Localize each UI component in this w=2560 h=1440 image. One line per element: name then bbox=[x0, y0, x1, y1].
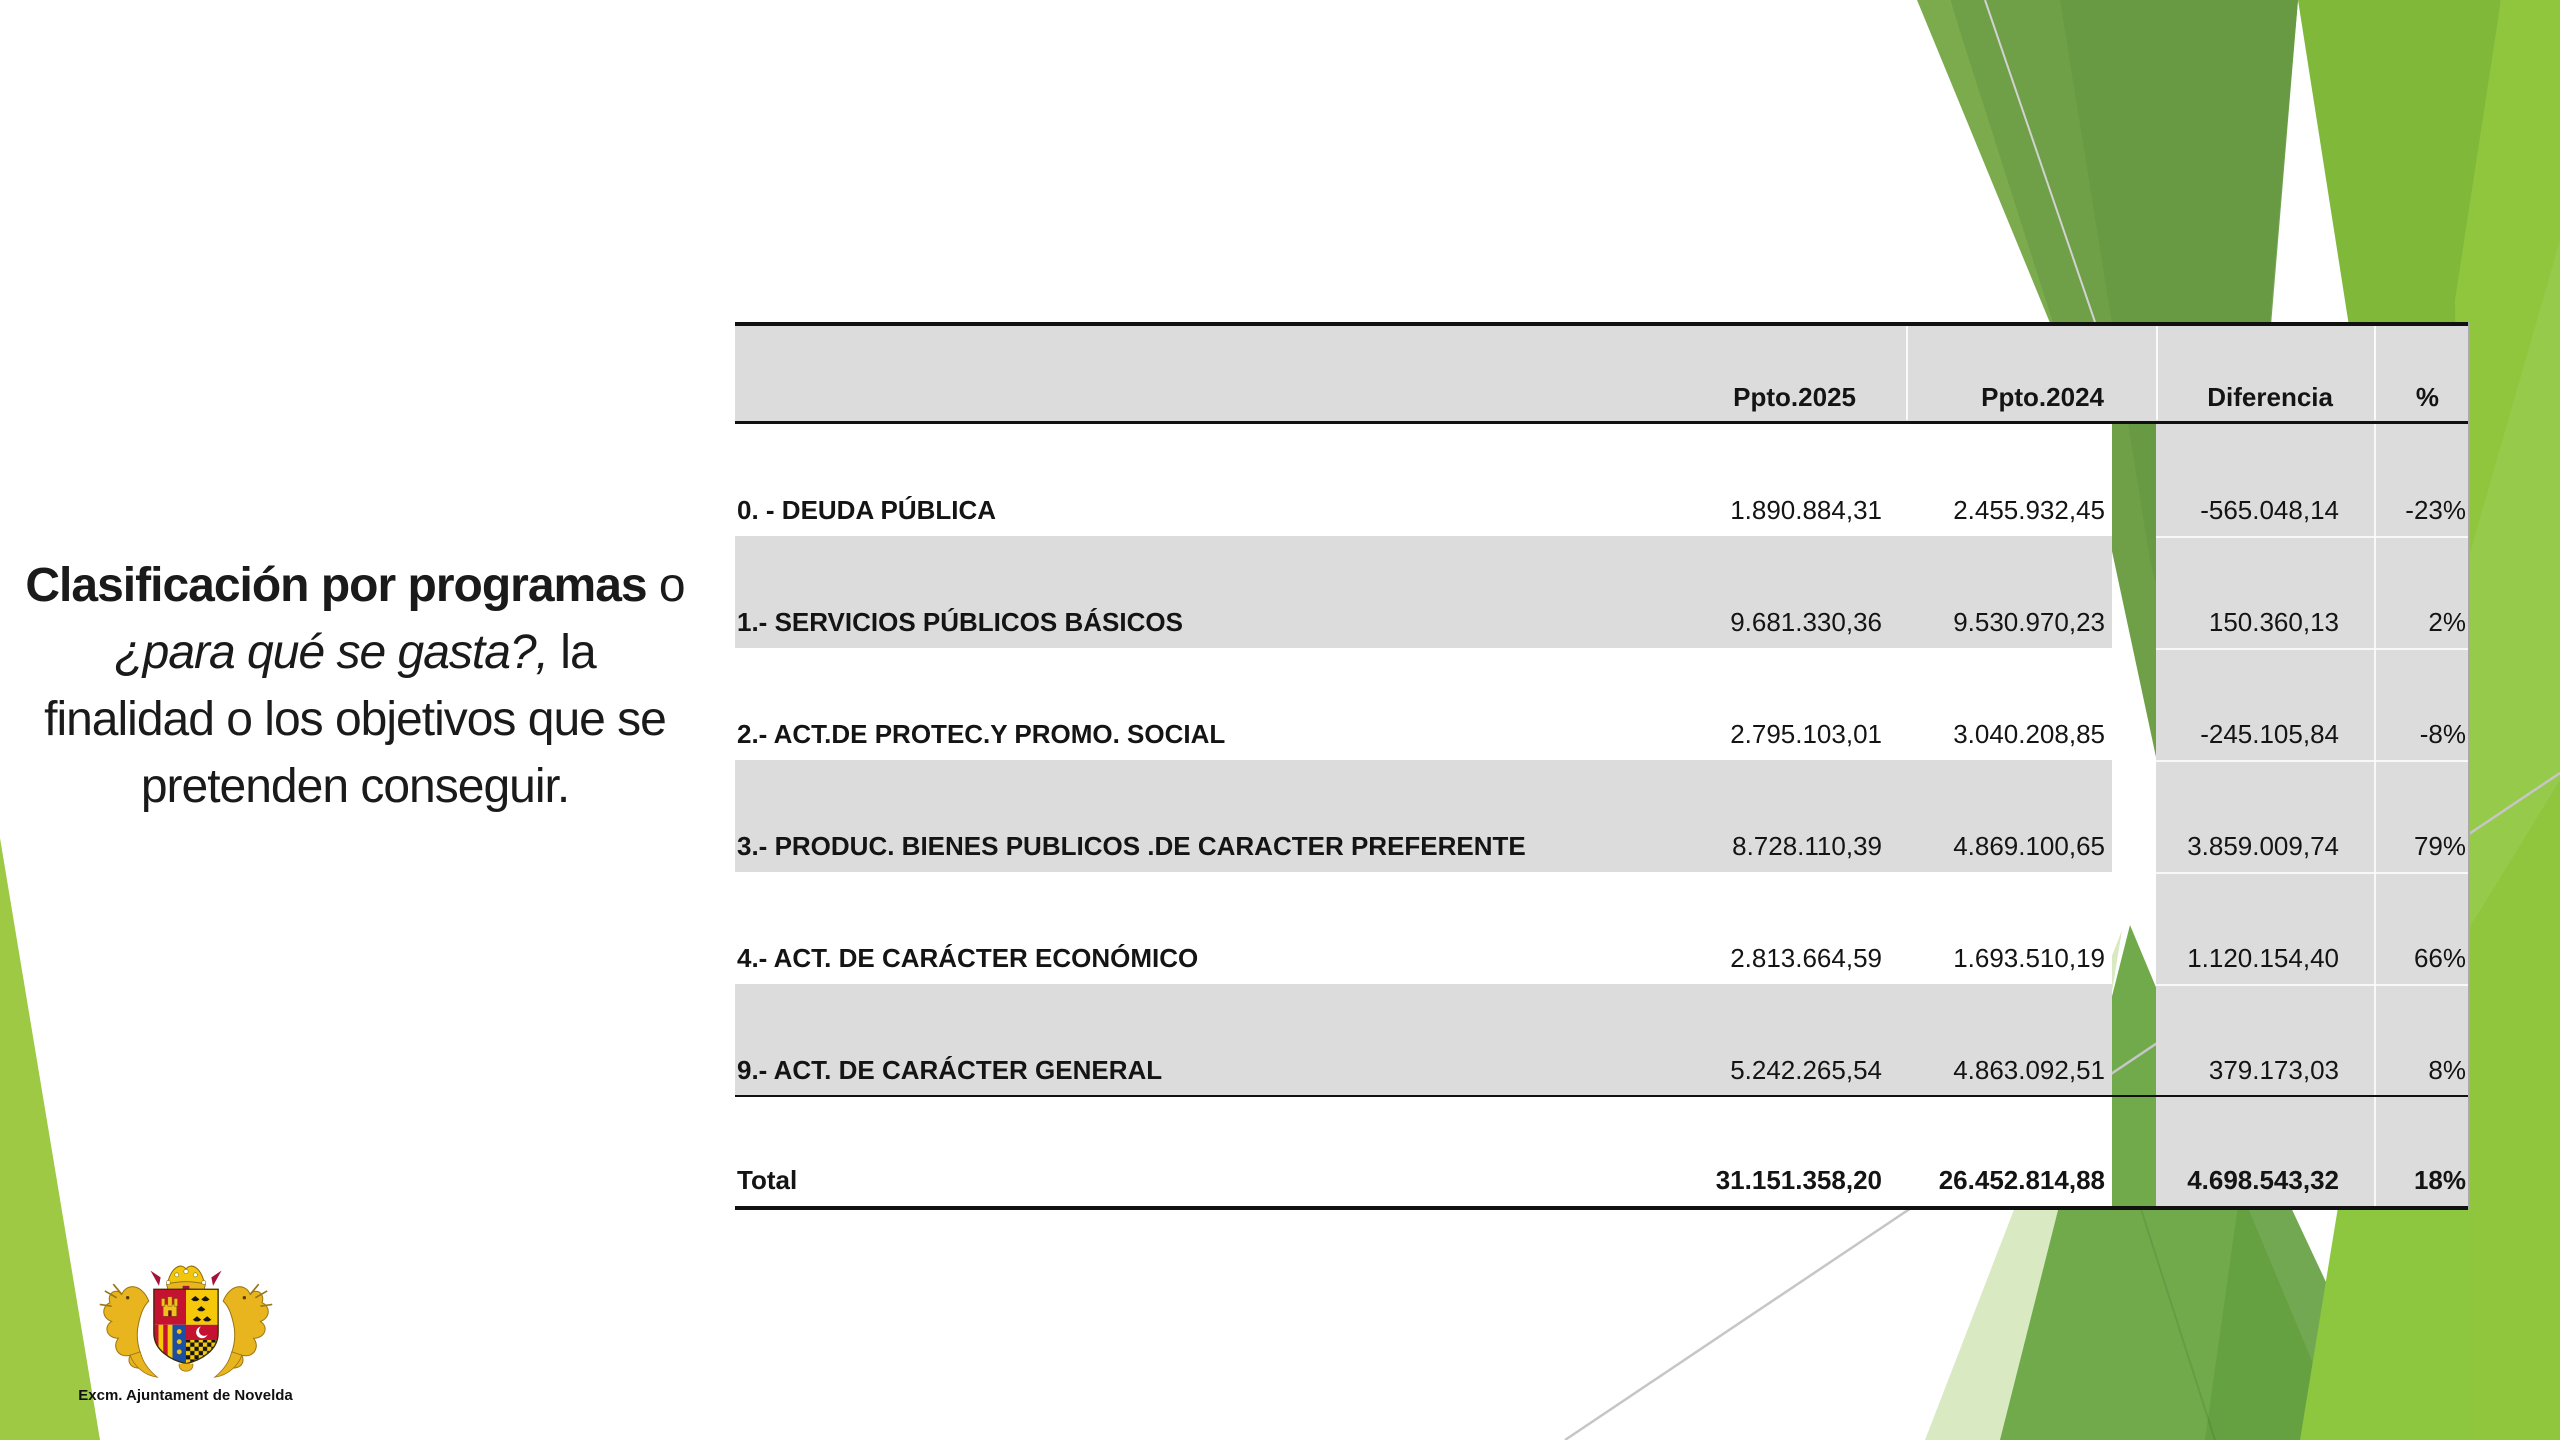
row-gap bbox=[2112, 974, 2156, 980]
total-rule bbox=[735, 1206, 2470, 1210]
table-row bbox=[735, 1046, 2470, 1092]
row-value: 5.242.265,54 bbox=[1730, 1055, 1882, 1085]
table-right-edge bbox=[2468, 322, 2470, 1210]
cell-hairline bbox=[2156, 872, 2470, 874]
row-value: 2.455.932,45 bbox=[1953, 495, 2105, 525]
cell-hairline bbox=[2156, 648, 2470, 650]
row-value: -8% bbox=[2419, 719, 2466, 749]
row-label: 9.- ACT. DE CARÁCTER GENERAL bbox=[737, 1055, 1163, 1085]
row-value: 2.795.103,01 bbox=[1730, 719, 1882, 749]
title-segment: Clasificación por programas bbox=[25, 559, 647, 612]
row-value: 8% bbox=[2428, 1055, 2466, 1085]
row-value: 2% bbox=[2428, 607, 2466, 637]
table-row bbox=[735, 598, 2470, 644]
novelda-coat-of-arms bbox=[78, 1252, 293, 1404]
row-value: 4.698.543,32 bbox=[2187, 1165, 2339, 1195]
row-value: 1.120.154,40 bbox=[2187, 943, 2339, 973]
crown-icon bbox=[150, 1266, 221, 1291]
row-value: 4.869.100,65 bbox=[1953, 831, 2105, 861]
cell-hairline bbox=[2156, 760, 2470, 762]
title-segment: o bbox=[646, 559, 685, 612]
slide-title bbox=[25, 552, 685, 820]
subtotal-rule bbox=[735, 1095, 2470, 1097]
row-value: 26.452.814,88 bbox=[1938, 1165, 2105, 1195]
row-value: 79% bbox=[2413, 831, 2466, 861]
row-gap bbox=[2112, 1086, 2156, 1092]
row-gap bbox=[2112, 750, 2156, 756]
row-value: 66% bbox=[2413, 943, 2466, 973]
title-segment: la finalidad o los objetivos que se pretenden conseguir. bbox=[44, 626, 666, 813]
dragon-right-icon bbox=[214, 1284, 271, 1377]
row-value: 150.360,13 bbox=[2208, 607, 2339, 637]
row-label: 2.- ACT.DE PROTEC.Y PROMO. SOCIAL bbox=[737, 719, 1226, 749]
row-label: Total bbox=[737, 1165, 798, 1195]
table-row-total bbox=[735, 1156, 2470, 1202]
row-value: -565.048,14 bbox=[2200, 495, 2339, 525]
row-value: -245.105,84 bbox=[2200, 719, 2339, 749]
cell-hairline bbox=[2156, 984, 2470, 986]
row-value: 379.173,03 bbox=[2208, 1055, 2339, 1085]
header-cell-ppto2024: Ppto.2024 bbox=[1981, 382, 2104, 412]
dragon-left-icon bbox=[99, 1284, 156, 1377]
title-segment: ¿para qué se gasta?, bbox=[114, 626, 548, 679]
header-cell-gap bbox=[2112, 413, 2156, 421]
row-gap bbox=[2112, 526, 2156, 532]
row-value: 3.040.208,85 bbox=[1953, 719, 2105, 749]
row-value: 3.859.009,74 bbox=[2187, 831, 2339, 861]
table-row bbox=[735, 934, 2470, 980]
shield-icon bbox=[153, 1289, 217, 1367]
budget-table bbox=[735, 322, 2470, 1210]
table-row bbox=[735, 710, 2470, 756]
row-value: 4.863.092,51 bbox=[1953, 1055, 2105, 1085]
row-value: 9.681.330,36 bbox=[1730, 607, 1882, 637]
coat-of-arms-icon bbox=[93, 1252, 279, 1384]
cell-hairline bbox=[2156, 536, 2470, 538]
row-value: 9.530.970,23 bbox=[1953, 607, 2105, 637]
header-cell-empty bbox=[735, 413, 1630, 421]
header-separator bbox=[1906, 326, 1908, 420]
row-value: -23% bbox=[2405, 495, 2466, 525]
row-value: 2.813.664,59 bbox=[1730, 943, 1882, 973]
row-label: 3.- PRODUC. BIENES PUBLICOS .DE CARACTER PREFERENTE bbox=[737, 831, 1526, 861]
header-cell-ppto2025: Ppto.2025 bbox=[1733, 382, 1856, 412]
header-cell-diferencia: Diferencia bbox=[2207, 382, 2333, 412]
header-separator bbox=[2156, 326, 2158, 420]
row-label: 1.- SERVICIOS PÚBLICOS BÁSICOS bbox=[737, 607, 1183, 637]
header-cell-pct: % bbox=[2415, 382, 2439, 412]
header-separator bbox=[2374, 326, 2376, 420]
row-value: 1.890.884,31 bbox=[1730, 495, 1882, 525]
row-value: 8.728.110,39 bbox=[1732, 831, 1882, 861]
row-gap bbox=[2112, 1196, 2156, 1202]
row-value: 1.693.510,19 bbox=[1953, 943, 2105, 973]
row-value: 31.151.358,20 bbox=[1715, 1165, 1882, 1195]
row-value: 18% bbox=[2413, 1165, 2466, 1195]
row-label: 4.- ACT. DE CARÁCTER ECONÓMICO bbox=[737, 943, 1199, 973]
logo-caption: Excm. Ajuntament de Novelda bbox=[78, 1387, 293, 1404]
table-header-row bbox=[735, 322, 2470, 424]
row-gap bbox=[2112, 862, 2156, 868]
row-gap bbox=[2112, 638, 2156, 644]
row-label: 0. - DEUDA PÚBLICA bbox=[737, 495, 997, 525]
table-row bbox=[735, 822, 2470, 868]
table-row bbox=[735, 486, 2470, 532]
